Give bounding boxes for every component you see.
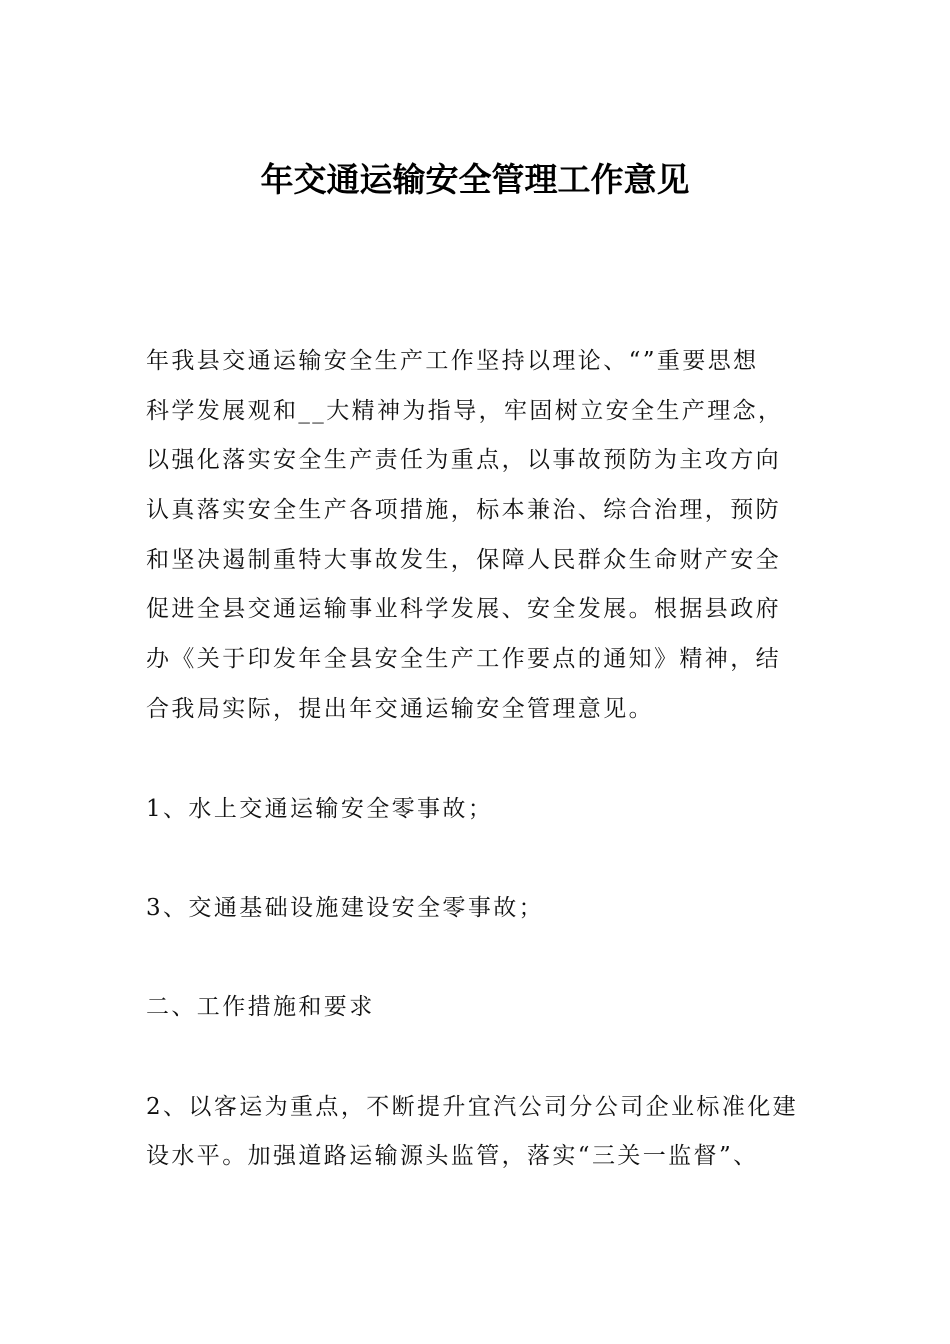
document-title: 年交通运输安全管理工作意见: [260, 160, 690, 199]
intro-line: 合我局实际，提出年交通运输安全管理意见。: [146, 696, 654, 722]
item-2-line: 2、以客运为重点，不断提升宜汽公司分公司企业标准化建: [146, 1094, 799, 1120]
list-item-1: 1、水上交通运输安全零事故；: [146, 796, 494, 822]
intro-line: 认真落实安全生产各项措施，标本兼治、综合治理，预防: [146, 497, 781, 523]
intro-line: 促进全县交通运输事业科学发展、安全发展。根据县政府: [146, 596, 781, 622]
section-heading: 二、工作措施和要求: [146, 994, 375, 1020]
item-2-line: 设水平。加强道路运输源头监管，落实“三关一监督”、: [146, 1143, 759, 1169]
intro-line: 科学发展观和__大精神为指导，牢固树立安全生产理念，: [146, 398, 784, 424]
intro-line: 和坚决遏制重特大事故发生，保障人民群众生命财产安全: [146, 547, 781, 573]
list-item-3: 3、交通基础设施建设安全零事故；: [146, 895, 545, 921]
intro-line: 以强化落实安全生产责任为重点，以事故预防为主攻方向: [146, 447, 781, 473]
intro-line: 办《关于印发年全县安全生产工作要点的通知》精神，结: [146, 646, 781, 672]
intro-line: 年我县交通运输安全生产工作坚持以理论、“”重要思想: [146, 348, 759, 374]
